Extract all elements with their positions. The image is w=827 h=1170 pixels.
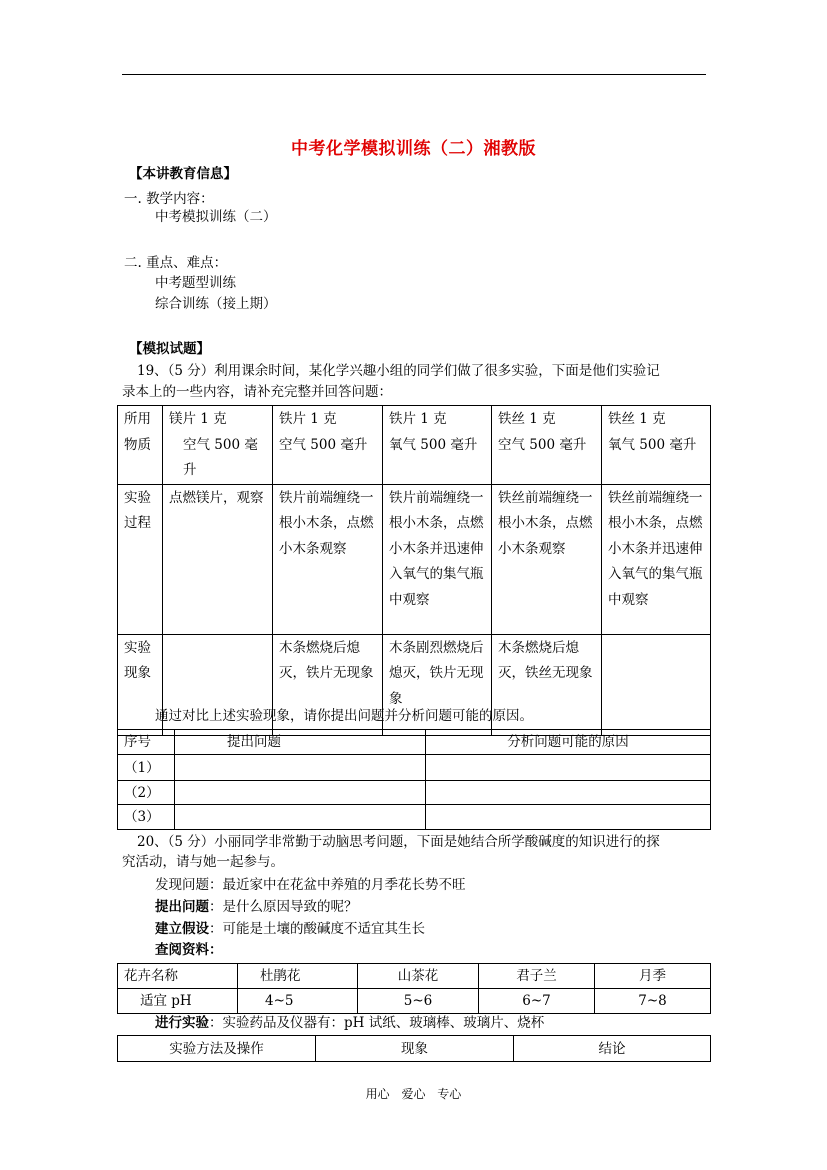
table-cell: （3）: [118, 805, 175, 830]
table-header-cell: 君子兰: [479, 964, 595, 989]
table-cell: 铁片前端缠绕一根小木条，点燃小木条并迅速伸入氧气的集气瓶中观察: [383, 484, 492, 634]
table-cell: [426, 805, 711, 830]
table-cell: 铁丝 1 克 氧气 500 毫升: [602, 406, 711, 485]
experiment-table: [117, 405, 711, 736]
section-2-item-1: 中考题型训练: [155, 275, 236, 291]
q19-after-text: 通过对比上述实验现象，请你提出问题并分析问题可能的原因。: [155, 708, 533, 724]
table-cell: （2）: [118, 781, 175, 805]
q20-line-1: 20、（5 分）小丽同学非常勤于动脑思考问题，下面是她结合所学酸碱度的知识进行的探: [137, 834, 660, 850]
section-2-label: 二. 重点、难点：: [124, 255, 228, 271]
sim-heading: 【模拟试题】: [129, 341, 210, 357]
table-cell: 木条燃烧后熄灭，铁片无现象: [273, 634, 383, 735]
page-footer: 用心 爱心 专心: [365, 1087, 462, 1101]
q20-ask-text: ：是什么原因导致的呢？: [209, 899, 358, 915]
section-1-label: 一. 教学内容：: [124, 191, 214, 207]
table-row: [118, 730, 711, 755]
table-cell: 木条燃烧后熄灭，铁丝无现象: [492, 634, 602, 735]
ph-table: [117, 963, 711, 1014]
table-cell: [426, 781, 711, 805]
q20-hyp-label: 建立假设: [155, 921, 209, 937]
table-cell: 木条剧烈燃烧后熄灭，铁片无现象: [383, 634, 492, 735]
table-cell: 铁片 1 克 空气 500 毫升: [273, 406, 383, 485]
table-cell: [426, 755, 711, 781]
table-cell: 5~6: [358, 989, 479, 1014]
q19-line-2: 录本上的一些内容，请补充完整并回答问题：: [122, 384, 392, 400]
table-cell: 镁片 1 克 空气 500 毫升: [163, 406, 273, 485]
table-header-cell: 提出问题: [175, 730, 426, 755]
table-cell: 6~7: [479, 989, 595, 1014]
table-row: [118, 805, 711, 830]
table-header-cell: 月季: [595, 964, 711, 989]
table-row: [118, 755, 711, 781]
table-row: [118, 964, 711, 989]
table-row: [118, 781, 711, 805]
q20-experiment: [155, 1014, 544, 1032]
q20-reference-label: 查阅资料：: [155, 942, 223, 958]
info-heading: 【本讲教育信息】: [129, 166, 237, 182]
table-row: [118, 484, 711, 634]
section-2-item-2: 综合训练（接上期）: [155, 296, 277, 312]
table-cell: 铁丝前端缠绕一根小木条，点燃小木条并迅速伸入氧气的集气瓶中观察: [602, 484, 711, 634]
table-cell: [175, 805, 426, 830]
table-header-cell: 结论: [514, 1036, 711, 1062]
q20-ask: [155, 898, 358, 916]
question-analysis-table: [117, 729, 711, 830]
table-cell: 7~8: [595, 989, 711, 1014]
table-header-cell: 杜鹃花: [238, 964, 358, 989]
table-row: [118, 989, 711, 1014]
table-cell: 所用 物质: [118, 406, 163, 485]
table-header-cell: 实验方法及操作: [118, 1036, 316, 1062]
table-header-cell: 现象: [316, 1036, 514, 1062]
q20-line-2: 究活动，请与她一起参与。: [122, 854, 284, 870]
table-cell: （1）: [118, 755, 175, 781]
table-cell: 铁丝前端缠绕一根小木条，点燃小木条观察: [492, 484, 602, 634]
section-1-item: 中考模拟训练（二）: [155, 209, 277, 225]
table-cell: 适宜 pH: [118, 989, 238, 1014]
table-header-cell: 花卉名称: [118, 964, 238, 989]
q20-exp-label: 进行实验: [155, 1015, 209, 1031]
q19-line-1: 19、（5 分）利用课余时间，某化学兴趣小组的同学们做了很多实验，下面是他们实验记: [137, 363, 660, 379]
table-header-cell: 分析问题可能的原因: [426, 730, 711, 755]
table-cell: 实验 现象: [118, 634, 163, 735]
table-cell: 铁丝 1 克 空气 500 毫升: [492, 406, 602, 485]
table-cell: 实验 过程: [118, 484, 163, 634]
table-cell: [175, 755, 426, 781]
table-cell: 铁片前端缠绕一根小木条，点燃小木条观察: [273, 484, 383, 634]
experiment-method-table: [117, 1035, 711, 1062]
page-title: 中考化学模拟训练（二）湘教版: [291, 139, 536, 159]
q20-discover: 发现问题：最近家中在花盆中养殖的月季花长势不旺: [155, 877, 466, 893]
q20-ask-label: 提出问题: [155, 899, 209, 915]
table-cell: 4~5: [238, 989, 358, 1014]
table-cell: 点燃镁片，观察: [163, 484, 273, 634]
q20-exp-text: ：实验药品及仪器有：pH 试纸、玻璃棒、玻璃片、烧杯: [209, 1015, 545, 1031]
table-cell: [602, 634, 711, 735]
header-rule: [122, 74, 706, 75]
table-header-cell: 序号: [118, 730, 175, 755]
table-row: [118, 1036, 711, 1062]
q20-hyp-text: ：可能是土壤的酸碱度不适宜其生长: [209, 921, 425, 937]
q20-hypothesis: [155, 920, 425, 938]
table-cell: [175, 781, 426, 805]
table-header-cell: 山茶花: [358, 964, 479, 989]
table-cell: 铁片 1 克 氧气 500 毫升: [383, 406, 492, 485]
table-row: [118, 406, 711, 485]
